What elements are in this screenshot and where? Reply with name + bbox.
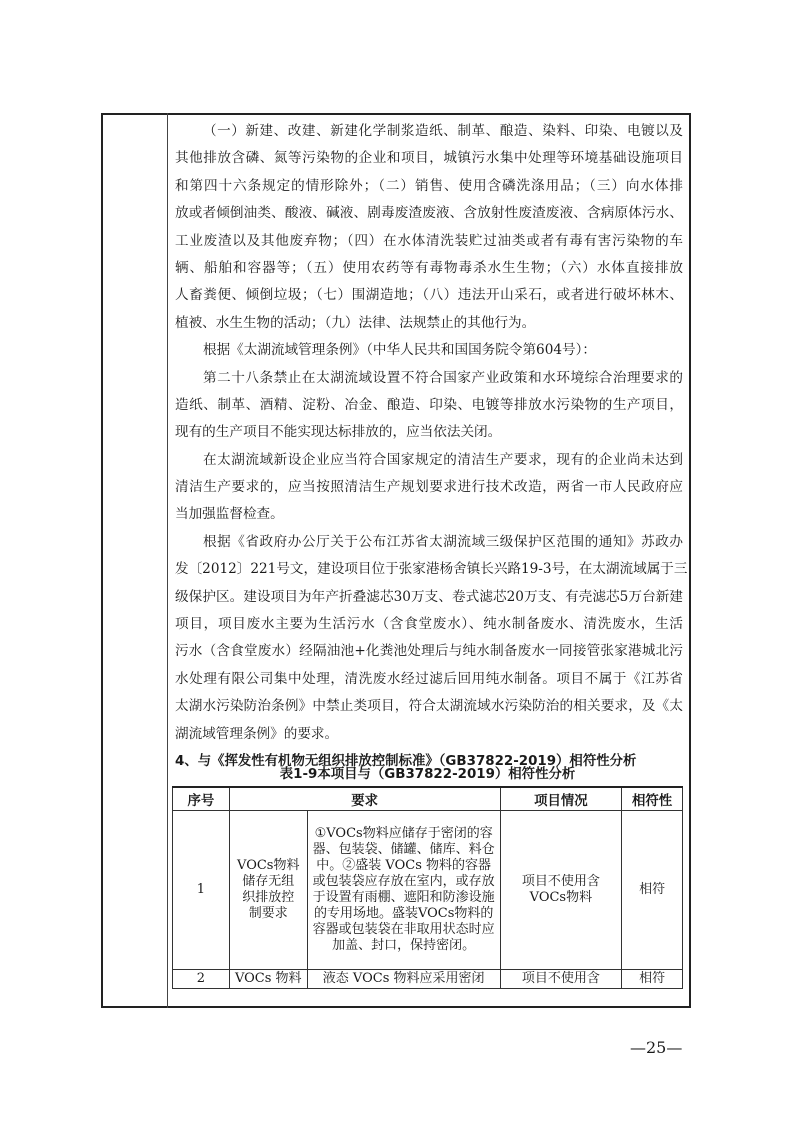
cell-requirement: 液态 VOCs 物料应采用密闭 xyxy=(307,970,500,989)
text-line: 清洁生产要求的，应当按照清洁生产规划要求进行技术改造，两省一市人民政府应 xyxy=(175,479,683,496)
text-line: 造纸、制革、酒精、淀粉、冶金、酿造、印染、电镀等排放水污染物的生产项目， xyxy=(175,396,683,413)
text-line: 根据《省政府办公厅关于公布江苏省太湖流域三级保护区范围的通知》苏政办 xyxy=(203,533,683,550)
header-conformity: 相符性 xyxy=(622,787,683,811)
text-line: 太湖水污染防治条例》中禁止类项目，符合太湖流域水污染防治的相关要求，及《太 xyxy=(175,698,683,715)
cell-category: VOCs 物料 xyxy=(229,970,307,989)
text-line: 第二十八条禁止在太湖流域设置不符合国家产业政策和水环境综合治理要求的 xyxy=(203,369,683,386)
page-number: —25— xyxy=(630,1038,683,1057)
text-line: 污水（含食堂废水）经隔油池+化粪池处理后与纯水制备废水一同接管张家港城北污 xyxy=(175,643,683,660)
text-line: 辆、船舶和容器等；（五）使用农药等有毒物毒杀水生生物；（六）水体直接排放 xyxy=(175,259,683,276)
cell-category: VOCs物料储存无组织排放控制要求 xyxy=(229,811,307,970)
body-text xyxy=(175,118,688,775)
text-line: 湖流域管理条例》的要求。 xyxy=(175,725,339,742)
section-heading: 4、与《挥发性有机物无组织排放控制标准》（GB37822-2019）相符性分析 xyxy=(175,753,637,769)
text-line: 级保护区。建设项目为年产折叠滤芯30万支、卷式滤芯20万支、有壳滤芯5万台新建 xyxy=(175,588,683,605)
header-no: 序号 xyxy=(173,787,230,811)
text-line: 在太湖流域新设企业应当符合国家规定的清洁生产要求，现有的企业尚未达到 xyxy=(203,451,683,468)
cell-conformity: 相符 xyxy=(622,970,683,989)
text-line: 植被、水生生物的活动；（九）法律、法规禁止的其他行为。 xyxy=(175,314,536,331)
text-line: 人畜粪便、倾倒垃圾；（七）围湖造地；（八）违法开山采石，或者进行破坏林木、 xyxy=(175,287,683,304)
table-caption: 表1-9本项目与（GB37822-2019）相符性分析 xyxy=(279,767,576,782)
conformity-table xyxy=(172,786,683,989)
text-line: 现有的生产项目不能实现达标排放的，应当依法关闭。 xyxy=(175,424,502,441)
cell-conformity: 相符 xyxy=(622,811,683,970)
text-line: 和第四十六条规定的情形除外；（二）销售、使用含磷洗涤用品；（三）向水体排 xyxy=(175,177,683,194)
text-line: 发〔2012〕221号文，建设项目位于张家港杨舍镇长兴路19-3号，在太湖流域属于三 xyxy=(175,561,688,578)
text-line: 工业废渣以及其他废弃物；（四）在水体清洗装贮过油类或者有毒有害污染物的车 xyxy=(175,232,683,249)
text-line: 根据《太湖流域管理条例》（中华人民共和国国务院令第604号）： xyxy=(203,342,596,359)
text-line: 水处理有限公司集中处理，清洗废水经过滤后回用纯水制备。项目不属于《江苏省 xyxy=(175,670,683,687)
text-line: （一）新建、改建、新建化学制浆造纸、制革、酿造、染料、印染、电镀以及 xyxy=(203,123,683,139)
cell-requirement: ①VOCs物料应储存于密闭的容器、包装袋、储罐、储库、料仓中。②盛装 VOCs 物料的容器或包装袋应存放在室内，或存放于设置有雨棚、遮阳和防渗设施的专用场地。盛装VOCs物料的容器或包装袋在非取用状态时应加盖、封口，保持密闭。 xyxy=(307,811,500,970)
cell-status: 项目不使用含VOCs物料 xyxy=(500,811,622,970)
text-line: 当加强监督检查。 xyxy=(175,506,284,523)
table-row xyxy=(173,811,683,970)
table-row xyxy=(173,970,683,989)
text-line: 其他排放含磷、氮等污染物的企业和项目，城镇污水集中处理等环境基础设施项目 xyxy=(175,150,683,167)
table-header-row xyxy=(173,787,683,811)
cell-no: 2 xyxy=(173,970,230,989)
column-divider xyxy=(167,113,168,1008)
header-requirement: 要求 xyxy=(229,787,500,811)
header-status: 项目情况 xyxy=(500,787,622,811)
cell-no: 1 xyxy=(173,811,230,970)
text-line: 项目，项目废水主要为生活污水（含食堂废水）、纯水制备废水、清洗废水，生活 xyxy=(175,616,683,633)
cell-status: 项目不使用含 xyxy=(500,970,622,989)
text-line: 放或者倾倒油类、酸液、碱液、剧毒废渣废液、含放射性废渣废液、含病原体污水、 xyxy=(175,205,683,222)
